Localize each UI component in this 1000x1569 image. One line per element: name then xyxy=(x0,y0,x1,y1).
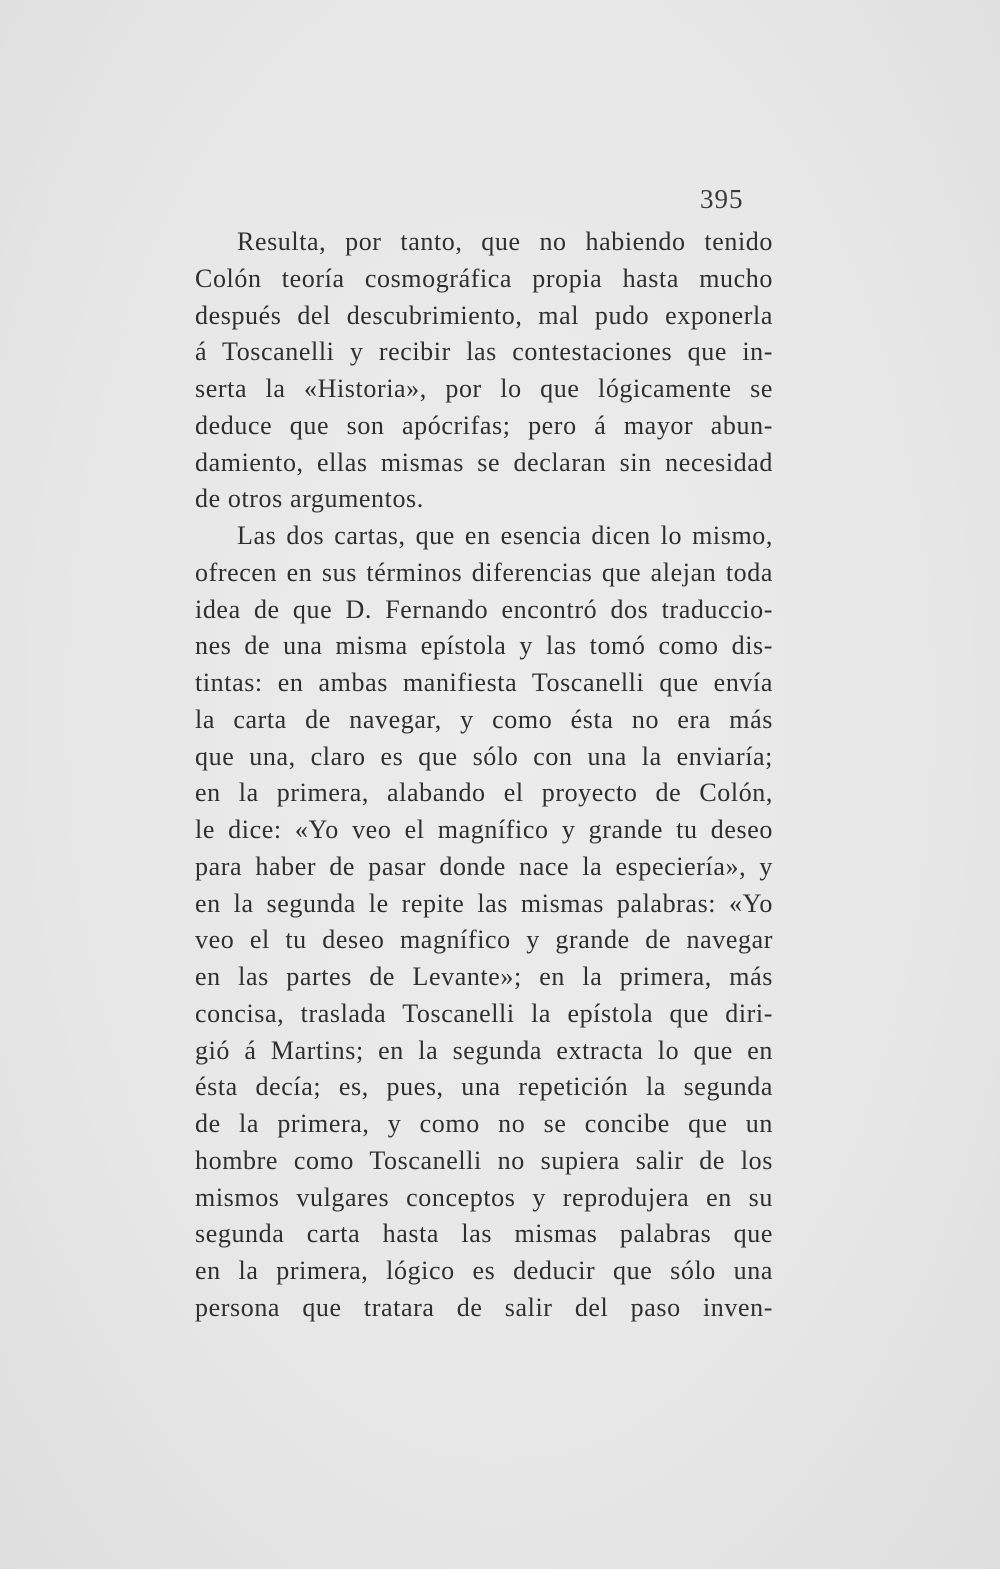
text-line: en la primera, lógico es deducir que sólo una xyxy=(195,1256,773,1285)
text-line: idea de que D. Fernando encontró dos traduccio- xyxy=(195,594,773,624)
page-number: 395 xyxy=(700,184,744,214)
paragraph-2 xyxy=(195,518,773,1327)
text-line: le dice: «Yo veo el magnífico y grande tu deseo xyxy=(195,815,773,844)
text-line: á Toscanelli y recibir las contestaciones que in- xyxy=(195,337,773,367)
text-line: damiento, ellas mismas se declaran sin necesidad xyxy=(195,447,773,477)
text-line: gió á Martins; en la segunda extracta lo que en xyxy=(195,1035,773,1065)
text-line: después del descubrimiento, mal pudo exponerla xyxy=(195,300,773,330)
text-line: Las dos cartas, que en esencia dicen lo mismo, xyxy=(237,521,773,550)
text-line: ésta decía; es, pues, una repetición la segunda xyxy=(195,1072,773,1102)
text-line: serta la «Historia», por lo que lógicamente se xyxy=(195,374,773,403)
text-line: veo el tu deseo magnífico y grande de navegar xyxy=(195,925,773,955)
text-line: en las partes de Levante»; en la primera, más xyxy=(195,962,773,991)
text-line: hombre como Toscanelli no supiera salir de los xyxy=(195,1145,773,1175)
text-line: persona que tratara de salir del paso inven- xyxy=(195,1292,773,1322)
text-line: concisa, traslada Toscanelli la epístola que diri- xyxy=(195,998,773,1028)
text-line: segunda carta hasta las mismas palabras que xyxy=(195,1219,773,1249)
body-text xyxy=(195,224,773,1327)
text-line: la carta de navegar, y como ésta no era más xyxy=(195,704,773,734)
text-line: para haber de pasar donde nace la especiería», y xyxy=(195,851,773,881)
text-line: que una, claro es que sólo con una la enviaría; xyxy=(195,741,773,771)
paragraph-1 xyxy=(195,224,773,518)
text-line: de otros argumentos. xyxy=(195,484,424,514)
text-line: en la primera, alabando el proyecto de Colón, xyxy=(195,778,773,808)
text-line: deduce que son apócrifas; pero á mayor abun- xyxy=(195,410,773,440)
text-line: Colón teoría cosmográfica propia hasta mucho xyxy=(195,263,773,293)
text-line: en la segunda le repite las mismas palabras: «Yo xyxy=(195,888,773,918)
text-line: Resulta, por tanto, que no habiendo tenido xyxy=(237,227,773,256)
text-line: mismos vulgares conceptos y reprodujera en su xyxy=(195,1182,773,1212)
text-line: tintas: en ambas manifiesta Toscanelli que envía xyxy=(195,668,773,697)
text-line: de la primera, y como no se concibe que un xyxy=(195,1109,773,1138)
text-line: ofrecen en sus términos diferencias que alejan toda xyxy=(195,557,773,587)
text-line: nes de una misma epístola y las tomó como dis- xyxy=(195,631,773,661)
